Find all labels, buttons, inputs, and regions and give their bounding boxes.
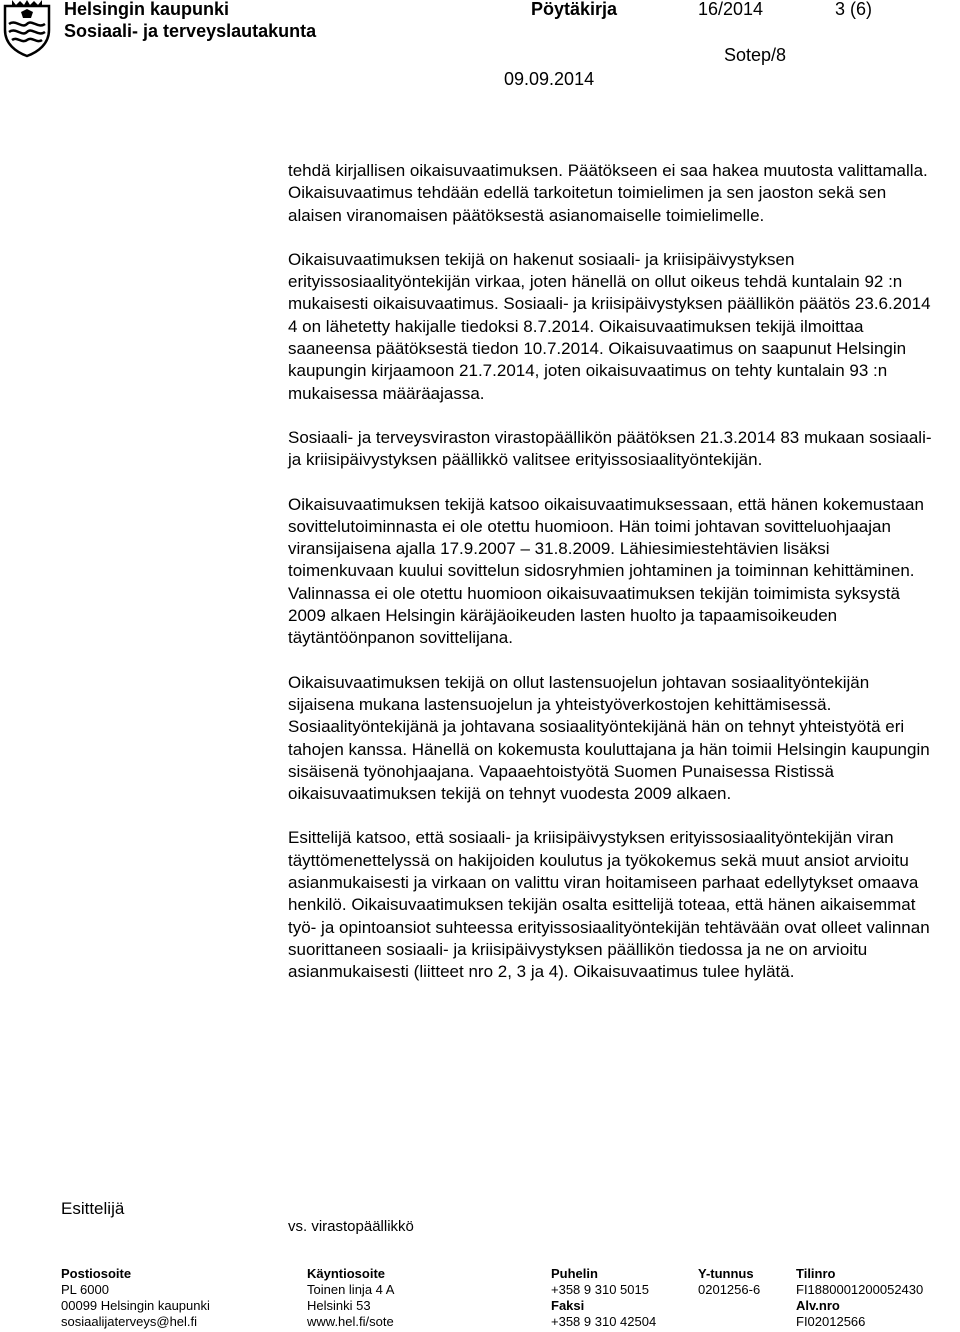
paragraph: Esittelijä katsoo, että sosiaali- ja kriisipäivystyksen erityissosiaalityöntekijän viran täyttömenettelyssä on hakijoiden koulutus ja työkokemus sekä muut ansiot arvioitu asianmukaisesti ja virkaan on valittu viran hoitamiseen parhaat edellytykset omaava henkilö. Oikaisuvaatimuksen tekijän osalta esittelijä toteaa, että hänen aikaisemmat työ- ja opintoansiot suhteessa erityissosiaalityöntekijän tehtävään ovat olleet valinnan suorittaneen sosiaali- ja kriisipäivystyksen päällikön tiedossa ja ne on arvioitu asianmukaisesti (liitteet nro 2, 3 ja 4). Oikaisuvaatimus tulee hylätä. <box>288 828 930 982</box>
document-type: Pöytäkirja <box>531 0 618 19</box>
organization-name: Helsingin kaupunki <box>64 0 230 19</box>
page-number: 3 (6) <box>835 0 873 19</box>
footer-web-link[interactable]: www.hel.fi/sote <box>307 1314 394 1329</box>
footer-heading: Tilinro <box>796 1266 836 1281</box>
paragraph: Oikaisuvaatimuksen tekijä katsoo oikaisuvaatimuksessaan, että hänen kokemustaan sovittelutoiminnasta ei ole otettu huomioon. Hän toimi johtavan sovitteluohjaajan viransijaisena ajalla 17.9.2007 – 31.8.2009. Lähiesimiestehtävien lisäksi toimenkuvaan kuului sovittelun sidosryhmien johtaminen ja toiminnan kehittäminen. Valinnassa ei ole otettu huomioon oikaisuvaatimuksen tekijän toimimista syksystä 2009 alkaen Helsingin käräjäoikeuden lasten huolto ja tapaamisoikeuden täytäntöönpanon sovittelijana. <box>288 494 924 648</box>
footer-email-link[interactable]: sosiaalijaterveys@hel.fi <box>61 1314 198 1329</box>
footer-line: FI02012566 <box>796 1314 866 1329</box>
footer-line: 00099 Helsingin kaupunki <box>61 1298 210 1313</box>
footer-postal-address <box>61 1266 210 1330</box>
footer-line: FI1880001200052430 <box>796 1282 924 1297</box>
footer-business-id <box>698 1266 760 1298</box>
footer-line: +358 9 310 5015 <box>551 1282 649 1297</box>
footer-line: Toinen linja 4 A <box>307 1282 395 1297</box>
paragraph: Oikaisuvaatimuksen tekijä on ollut lastensuojelun johtavan sosiaalityöntekijän sijaisena mukana lastensuojelun ja yhteistyöverkostojen kehittämisessä. Sosiaalityöntekijänä ja johtavana sosiaalityöntekijänä hän on tehnyt yhteistyötä eri tahojen kanssa. Hänellä on kokemusta kouluttajana ja hän toimii Helsingin kaupungin sisäisenä työnohjaajana. Vapaaehtoistyötä Suomen Punaisessa Ristissä oikaisuvaatimuksen tekijä on tehnyt vuodesta 2009 alkaen. <box>288 672 930 804</box>
footer-heading: Postiosoite <box>61 1266 132 1281</box>
footer-line: PL 6000 <box>61 1282 109 1297</box>
helsinki-crest-icon <box>2 0 52 58</box>
presenter-label: Esittelijä <box>61 1199 125 1218</box>
footer-line: Helsinki 53 <box>307 1298 371 1313</box>
section-code: Sotep/8 <box>724 45 787 65</box>
department-name: Sosiaali- ja terveyslautakunta <box>64 21 317 41</box>
footer-heading: Alv.nro <box>796 1298 840 1313</box>
footer-heading: Y-tunnus <box>698 1266 754 1281</box>
paragraph: Sosiaali- ja terveysviraston virastopäällikön päätöksen 21.3.2014 83 mukaan sosiaali- ja kriisipäivystyksen päällikkö valitsee erityissosiaalityöntekijän. <box>288 427 932 470</box>
footer-phone <box>551 1266 656 1330</box>
document-number: 16/2014 <box>698 0 764 19</box>
signature-title: vs. virastopäällikkö <box>288 1218 414 1235</box>
meeting-date: 09.09.2014 <box>504 69 595 89</box>
footer-line: +358 9 310 42504 <box>551 1314 657 1329</box>
paragraph: tehdä kirjallisen oikaisuvaatimuksen. Päätökseen ei saa hakea muutosta valittamalla. Oikaisuvaatimus tehdään edellä tarkoitetun toimielimen ja sen jaoston sekä sen alaisen viranomaisen päätöksestä asianomaiselle toimielimelle. <box>288 161 928 225</box>
paragraph: Oikaisuvaatimuksen tekijä on hakenut sosiaali- ja kriisipäivystyksen erityissosiaalityöntekijän virkaa, joten hänellä on ollut oikeus tehdä kuntalain 92 :n mukaisesti oikaisuvaatimus. Sosiaali- ja kriisipäivystyksen päällikön päätös 23.6.2014 4 on lähetetty hakijalle tiedoksi 8.7.2014. Oikaisuvaatimuksen tekijä ilmoittaa saaneensa päätöksestä tiedon 10.7.2014. Oikaisuvaatimus on saapunut Helsingin kaupungin kirjaamoon 21.7.2014, joten oikaisuvaatimus on tehty kuntalain 93 :n mukaisessa määräajassa. <box>288 249 931 403</box>
footer-heading: Käyntiosoite <box>307 1266 386 1281</box>
document-body <box>288 160 938 1006</box>
page-header <box>0 0 960 90</box>
footer-heading: Faksi <box>551 1298 585 1313</box>
footer-visiting-address <box>307 1266 394 1330</box>
footer-line: 0201256-6 <box>698 1282 761 1297</box>
footer-account <box>796 1266 923 1330</box>
page-footer <box>61 1266 941 1332</box>
footer-heading: Puhelin <box>551 1266 598 1281</box>
